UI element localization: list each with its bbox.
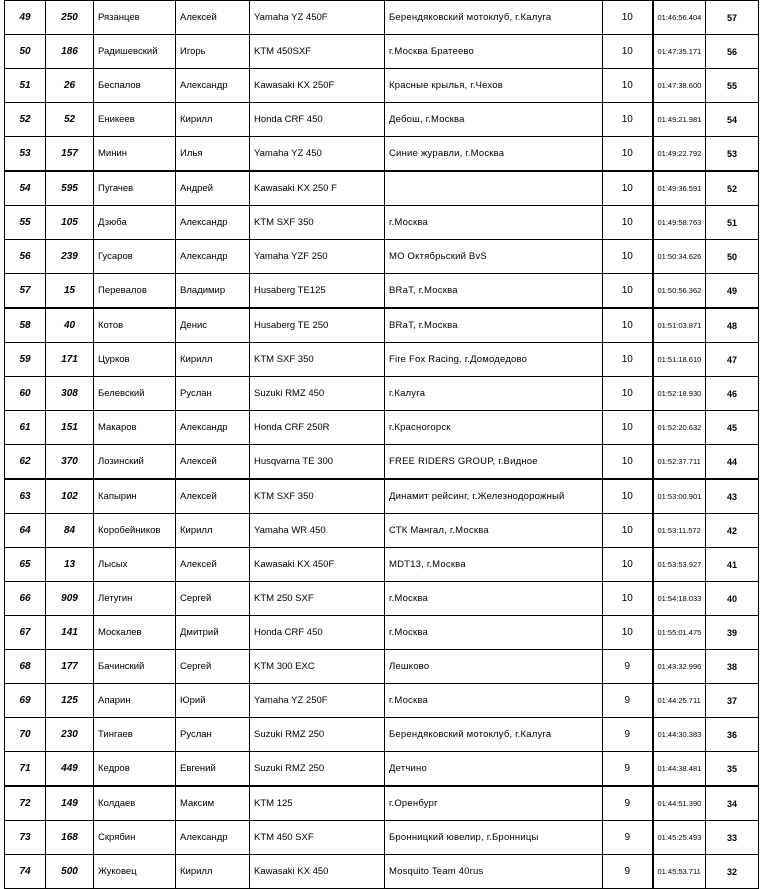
points-cell: 49 <box>706 274 759 309</box>
motorcycle-cell: Honda CRF 450 <box>250 103 385 137</box>
rider-number-cell: 909 <box>46 582 94 616</box>
total-time-cell: 01:52:20.632 <box>653 411 706 445</box>
total-time-cell: 01:49:21.981 <box>653 103 706 137</box>
results-table-body <box>5 1 759 889</box>
laps-cell: 10 <box>603 103 653 137</box>
position-cell: 57 <box>5 274 46 309</box>
points-cell: 47 <box>706 343 759 377</box>
surname-cell: Лозинский <box>94 445 176 480</box>
points-cell: 48 <box>706 308 759 343</box>
club-city-cell: Динамит рейсинг, г.Железнодорожный <box>385 479 603 514</box>
position-cell: 51 <box>5 69 46 103</box>
points-cell: 56 <box>706 35 759 69</box>
points-cell: 57 <box>706 1 759 35</box>
surname-cell: Еникеев <box>94 103 176 137</box>
points-cell: 36 <box>706 718 759 752</box>
laps-cell: 10 <box>603 171 653 206</box>
laps-cell: 9 <box>603 718 653 752</box>
rider-number-cell: 40 <box>46 308 94 343</box>
surname-cell: Жуковец <box>94 855 176 889</box>
club-city-cell: Дебош, г.Москва <box>385 103 603 137</box>
first-name-cell: Алексей <box>176 479 250 514</box>
points-cell: 39 <box>706 616 759 650</box>
position-cell: 63 <box>5 479 46 514</box>
points-cell: 37 <box>706 684 759 718</box>
position-cell: 61 <box>5 411 46 445</box>
rider-number-cell: 500 <box>46 855 94 889</box>
table-row <box>5 718 759 752</box>
laps-cell: 10 <box>603 582 653 616</box>
club-city-cell: Синие журавли, г.Москва <box>385 137 603 172</box>
surname-cell: Рязанцев <box>94 1 176 35</box>
table-row <box>5 171 759 206</box>
position-cell: 56 <box>5 240 46 274</box>
results-table <box>4 0 759 889</box>
laps-cell: 10 <box>603 514 653 548</box>
first-name-cell: Илья <box>176 137 250 172</box>
club-city-cell: г.Красногорск <box>385 411 603 445</box>
position-cell: 69 <box>5 684 46 718</box>
motorcycle-cell: Yamaha WR 450 <box>250 514 385 548</box>
first-name-cell: Александр <box>176 69 250 103</box>
total-time-cell: 01:53:00.901 <box>653 479 706 514</box>
laps-cell: 10 <box>603 411 653 445</box>
total-time-cell: 01:45:25.493 <box>653 821 706 855</box>
position-cell: 74 <box>5 855 46 889</box>
table-row <box>5 1 759 35</box>
position-cell: 55 <box>5 206 46 240</box>
total-time-cell: 01:53:11.572 <box>653 514 706 548</box>
table-row <box>5 786 759 821</box>
surname-cell: Перевалов <box>94 274 176 309</box>
points-cell: 45 <box>706 411 759 445</box>
table-row <box>5 137 759 172</box>
total-time-cell: 01:51:18.610 <box>653 343 706 377</box>
table-row <box>5 650 759 684</box>
rider-number-cell: 149 <box>46 786 94 821</box>
motorcycle-cell: Kawasaki KX 450 <box>250 855 385 889</box>
club-city-cell: г.Москва Братеево <box>385 35 603 69</box>
table-row <box>5 411 759 445</box>
table-row <box>5 377 759 411</box>
points-cell: 40 <box>706 582 759 616</box>
first-name-cell: Владимир <box>176 274 250 309</box>
club-city-cell: FREE RIDERS GROUP, г.Видное <box>385 445 603 480</box>
position-cell: 53 <box>5 137 46 172</box>
motorcycle-cell: KTM 450SXF <box>250 35 385 69</box>
total-time-cell: 01:44:51.390 <box>653 786 706 821</box>
total-time-cell: 01:50:34.626 <box>653 240 706 274</box>
surname-cell: Москалев <box>94 616 176 650</box>
club-city-cell: MDT13, г.Москва <box>385 548 603 582</box>
position-cell: 59 <box>5 343 46 377</box>
laps-cell: 9 <box>603 752 653 787</box>
surname-cell: Коробейников <box>94 514 176 548</box>
club-city-cell: МО Октябрьский BvS <box>385 240 603 274</box>
first-name-cell: Александр <box>176 240 250 274</box>
points-cell: 52 <box>706 171 759 206</box>
club-city-cell: Fire Fox Racing, г.Домодедово <box>385 343 603 377</box>
laps-cell: 9 <box>603 786 653 821</box>
rider-number-cell: 52 <box>46 103 94 137</box>
surname-cell: Летугин <box>94 582 176 616</box>
laps-cell: 10 <box>603 548 653 582</box>
rider-number-cell: 102 <box>46 479 94 514</box>
motorcycle-cell: Suzuki RMZ 250 <box>250 718 385 752</box>
table-row <box>5 582 759 616</box>
motorcycle-cell: Yamaha YZ 450 <box>250 137 385 172</box>
motorcycle-cell: KTM 450 SXF <box>250 821 385 855</box>
first-name-cell: Евгений <box>176 752 250 787</box>
club-city-cell: г.Москва <box>385 206 603 240</box>
total-time-cell: 01:49:58.763 <box>653 206 706 240</box>
rider-number-cell: 308 <box>46 377 94 411</box>
rider-number-cell: 13 <box>46 548 94 582</box>
club-city-cell: г.Москва <box>385 582 603 616</box>
position-cell: 62 <box>5 445 46 480</box>
total-time-cell: 01:49:22.792 <box>653 137 706 172</box>
total-time-cell: 01:44:25.711 <box>653 684 706 718</box>
rider-number-cell: 151 <box>46 411 94 445</box>
club-city-cell: Берендяковский мотоклуб, г.Калуга <box>385 718 603 752</box>
position-cell: 54 <box>5 171 46 206</box>
surname-cell: Цурков <box>94 343 176 377</box>
total-time-cell: 01:52:37.711 <box>653 445 706 480</box>
total-time-cell: 01:54:18.033 <box>653 582 706 616</box>
motorcycle-cell: Yamaha YZ 450F <box>250 1 385 35</box>
position-cell: 66 <box>5 582 46 616</box>
position-cell: 73 <box>5 821 46 855</box>
club-city-cell: BRaT, г.Москва <box>385 308 603 343</box>
surname-cell: Бачинский <box>94 650 176 684</box>
first-name-cell: Сергей <box>176 650 250 684</box>
rider-number-cell: 449 <box>46 752 94 787</box>
position-cell: 64 <box>5 514 46 548</box>
rider-number-cell: 177 <box>46 650 94 684</box>
surname-cell: Кедров <box>94 752 176 787</box>
laps-cell: 10 <box>603 69 653 103</box>
rider-number-cell: 370 <box>46 445 94 480</box>
club-city-cell: Лешково <box>385 650 603 684</box>
points-cell: 55 <box>706 69 759 103</box>
rider-number-cell: 26 <box>46 69 94 103</box>
table-row <box>5 69 759 103</box>
rider-number-cell: 171 <box>46 343 94 377</box>
points-cell: 38 <box>706 650 759 684</box>
points-cell: 51 <box>706 206 759 240</box>
total-time-cell: 01:44:30.383 <box>653 718 706 752</box>
first-name-cell: Александр <box>176 411 250 445</box>
position-cell: 52 <box>5 103 46 137</box>
surname-cell: Дзюба <box>94 206 176 240</box>
laps-cell: 10 <box>603 206 653 240</box>
total-time-cell: 01:47:38.600 <box>653 69 706 103</box>
club-city-cell: г.Москва <box>385 616 603 650</box>
table-row <box>5 343 759 377</box>
points-cell: 43 <box>706 479 759 514</box>
points-cell: 44 <box>706 445 759 480</box>
laps-cell: 9 <box>603 821 653 855</box>
first-name-cell: Кирилл <box>176 855 250 889</box>
motorcycle-cell: Suzuki RMZ 450 <box>250 377 385 411</box>
club-city-cell: Берендяковский мотоклуб, г.Калуга <box>385 1 603 35</box>
rider-number-cell: 168 <box>46 821 94 855</box>
surname-cell: Пугачев <box>94 171 176 206</box>
motorcycle-cell: KTM 250 SXF <box>250 582 385 616</box>
points-cell: 41 <box>706 548 759 582</box>
first-name-cell: Руслан <box>176 377 250 411</box>
points-cell: 50 <box>706 240 759 274</box>
rider-number-cell: 595 <box>46 171 94 206</box>
laps-cell: 10 <box>603 445 653 480</box>
table-row <box>5 616 759 650</box>
total-time-cell: 01:49:36.591 <box>653 171 706 206</box>
laps-cell: 10 <box>603 240 653 274</box>
first-name-cell: Андрей <box>176 171 250 206</box>
first-name-cell: Алексей <box>176 445 250 480</box>
surname-cell: Макаров <box>94 411 176 445</box>
laps-cell: 9 <box>603 684 653 718</box>
points-cell: 46 <box>706 377 759 411</box>
surname-cell: Котов <box>94 308 176 343</box>
rider-number-cell: 230 <box>46 718 94 752</box>
position-cell: 68 <box>5 650 46 684</box>
laps-cell: 9 <box>603 650 653 684</box>
surname-cell: Капырин <box>94 479 176 514</box>
position-cell: 65 <box>5 548 46 582</box>
laps-cell: 10 <box>603 308 653 343</box>
first-name-cell: Алексей <box>176 1 250 35</box>
motorcycle-cell: Honda CRF 450 <box>250 616 385 650</box>
rider-number-cell: 105 <box>46 206 94 240</box>
rider-number-cell: 84 <box>46 514 94 548</box>
club-city-cell: BRaT, г.Москва <box>385 274 603 309</box>
club-city-cell: г.Москва <box>385 684 603 718</box>
laps-cell: 10 <box>603 274 653 309</box>
table-row <box>5 821 759 855</box>
club-city-cell: г.Калуга <box>385 377 603 411</box>
surname-cell: Лысых <box>94 548 176 582</box>
surname-cell: Беспалов <box>94 69 176 103</box>
table-row <box>5 206 759 240</box>
first-name-cell: Сергей <box>176 582 250 616</box>
total-time-cell: 01:52:18.930 <box>653 377 706 411</box>
club-city-cell: г.Оренбург <box>385 786 603 821</box>
points-cell: 53 <box>706 137 759 172</box>
total-time-cell: 01:44:38.481 <box>653 752 706 787</box>
rider-number-cell: 157 <box>46 137 94 172</box>
total-time-cell: 01:47:35.171 <box>653 35 706 69</box>
first-name-cell: Кирилл <box>176 103 250 137</box>
points-cell: 32 <box>706 855 759 889</box>
position-cell: 58 <box>5 308 46 343</box>
first-name-cell: Александр <box>176 821 250 855</box>
table-row <box>5 445 759 480</box>
first-name-cell: Игорь <box>176 35 250 69</box>
motorcycle-cell: Yamaha YZF 250 <box>250 240 385 274</box>
first-name-cell: Александр <box>176 206 250 240</box>
position-cell: 72 <box>5 786 46 821</box>
surname-cell: Белевский <box>94 377 176 411</box>
motorcycle-cell: KTM SXF 350 <box>250 206 385 240</box>
club-city-cell: СТК Мангал, г.Москва <box>385 514 603 548</box>
rider-number-cell: 239 <box>46 240 94 274</box>
motorcycle-cell: Kawasaki KX 250F <box>250 69 385 103</box>
table-row <box>5 684 759 718</box>
total-time-cell: 01:53:53.927 <box>653 548 706 582</box>
motorcycle-cell: KTM 300 EXC <box>250 650 385 684</box>
surname-cell: Гусаров <box>94 240 176 274</box>
table-row <box>5 548 759 582</box>
total-time-cell: 01:45:53.711 <box>653 855 706 889</box>
first-name-cell: Кирилл <box>176 343 250 377</box>
first-name-cell: Максим <box>176 786 250 821</box>
first-name-cell: Алексей <box>176 548 250 582</box>
total-time-cell: 01:51:03.871 <box>653 308 706 343</box>
motorcycle-cell: Suzuki RMZ 250 <box>250 752 385 787</box>
motorcycle-cell: Honda CRF 250R <box>250 411 385 445</box>
club-city-cell: Красные крылья, г.Чехов <box>385 69 603 103</box>
motorcycle-cell: Husaberg TE125 <box>250 274 385 309</box>
surname-cell: Радишевский <box>94 35 176 69</box>
motorcycle-cell: KTM SXF 350 <box>250 343 385 377</box>
club-city-cell: Детчино <box>385 752 603 787</box>
laps-cell: 10 <box>603 343 653 377</box>
position-cell: 67 <box>5 616 46 650</box>
position-cell: 50 <box>5 35 46 69</box>
rider-number-cell: 186 <box>46 35 94 69</box>
club-city-cell <box>385 171 603 206</box>
club-city-cell: Mosquito Team 40rus <box>385 855 603 889</box>
table-row <box>5 514 759 548</box>
position-cell: 60 <box>5 377 46 411</box>
laps-cell: 10 <box>603 616 653 650</box>
position-cell: 49 <box>5 1 46 35</box>
position-cell: 70 <box>5 718 46 752</box>
first-name-cell: Юрий <box>176 684 250 718</box>
table-row <box>5 752 759 787</box>
table-row <box>5 240 759 274</box>
table-row <box>5 308 759 343</box>
laps-cell: 10 <box>603 479 653 514</box>
table-row <box>5 479 759 514</box>
table-row <box>5 274 759 309</box>
motorcycle-cell: KTM 125 <box>250 786 385 821</box>
position-cell: 71 <box>5 752 46 787</box>
surname-cell: Апарин <box>94 684 176 718</box>
surname-cell: Скрябин <box>94 821 176 855</box>
total-time-cell: 01:50:56.362 <box>653 274 706 309</box>
total-time-cell: 01:43:32.996 <box>653 650 706 684</box>
laps-cell: 10 <box>603 377 653 411</box>
surname-cell: Минин <box>94 137 176 172</box>
points-cell: 42 <box>706 514 759 548</box>
motorcycle-cell: Yamaha YZ 250F <box>250 684 385 718</box>
rider-number-cell: 15 <box>46 274 94 309</box>
first-name-cell: Денис <box>176 308 250 343</box>
laps-cell: 10 <box>603 137 653 172</box>
motorcycle-cell: KTM SXF 350 <box>250 479 385 514</box>
total-time-cell: 01:55:01.475 <box>653 616 706 650</box>
club-city-cell: Бронницкий ювелир, г.Бронницы <box>385 821 603 855</box>
total-time-cell: 01:46:56.404 <box>653 1 706 35</box>
motorcycle-cell: Husqvarna TE 300 <box>250 445 385 480</box>
first-name-cell: Дмитрий <box>176 616 250 650</box>
rider-number-cell: 250 <box>46 1 94 35</box>
surname-cell: Тингаев <box>94 718 176 752</box>
motorcycle-cell: Kawasaki KX 250 F <box>250 171 385 206</box>
first-name-cell: Руслан <box>176 718 250 752</box>
motorcycle-cell: Kawasaki KX 450F <box>250 548 385 582</box>
points-cell: 54 <box>706 103 759 137</box>
motorcycle-cell: Husaberg TE 250 <box>250 308 385 343</box>
table-row <box>5 35 759 69</box>
table-row <box>5 103 759 137</box>
points-cell: 34 <box>706 786 759 821</box>
surname-cell: Колдаев <box>94 786 176 821</box>
rider-number-cell: 125 <box>46 684 94 718</box>
laps-cell: 9 <box>603 855 653 889</box>
points-cell: 33 <box>706 821 759 855</box>
first-name-cell: Кирилл <box>176 514 250 548</box>
rider-number-cell: 141 <box>46 616 94 650</box>
laps-cell: 10 <box>603 1 653 35</box>
points-cell: 35 <box>706 752 759 787</box>
laps-cell: 10 <box>603 35 653 69</box>
